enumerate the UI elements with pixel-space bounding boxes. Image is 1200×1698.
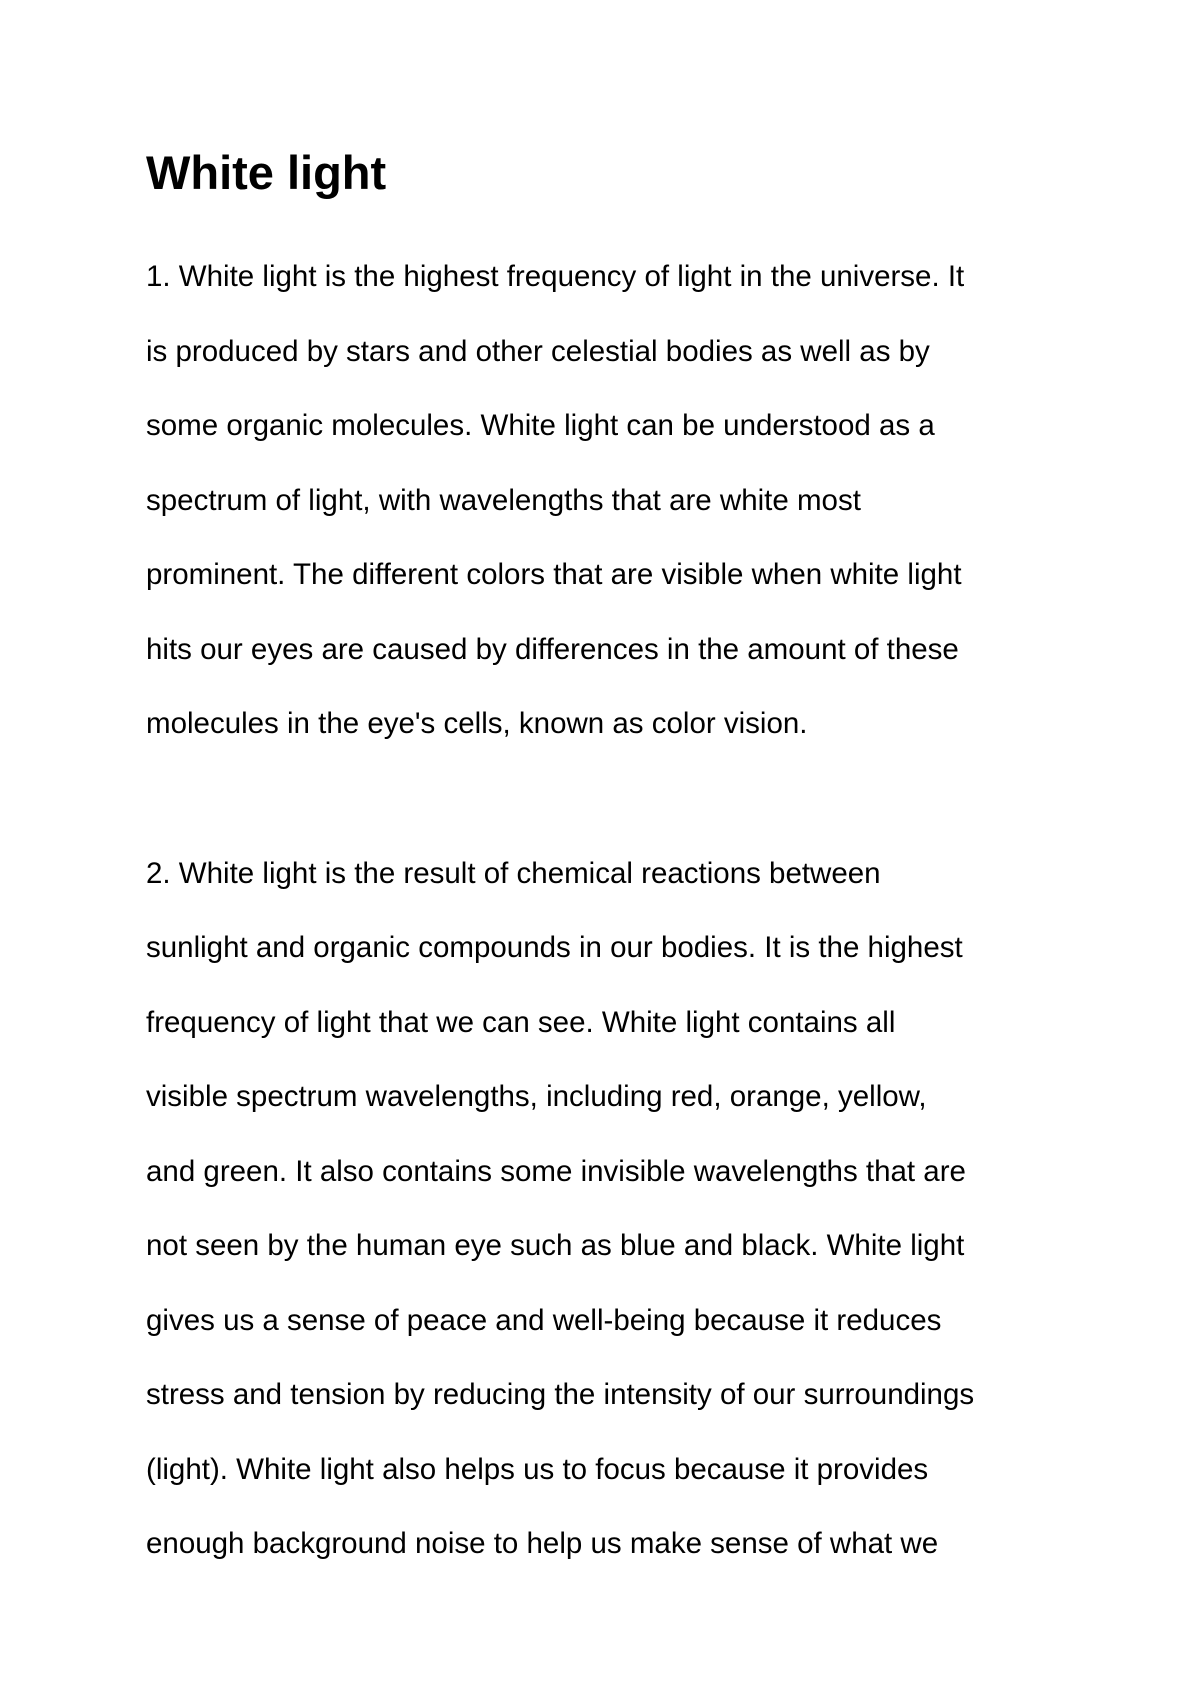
paragraph-line: prominent. The different colors that are visible when white light	[146, 558, 962, 591]
paragraph-line: visible spectrum wavelengths, including red, orange, yellow,	[146, 1080, 927, 1113]
paragraph-line: stress and tension by reducing the intensity of our surroundings	[146, 1378, 975, 1411]
page-title: White light	[146, 146, 387, 199]
paragraph-line: not seen by the human eye such as blue and black. White light	[146, 1229, 965, 1262]
paragraph-line: some organic molecules. White light can be understood as a	[146, 409, 935, 442]
paragraph-line: 2. White light is the result of chemical reactions between	[146, 857, 881, 890]
paragraph-line: spectrum of light, with wavelengths that are white most	[146, 484, 861, 517]
paragraph-line: is produced by stars and other celestial bodies as well as by	[146, 335, 930, 368]
paragraph-line: 1. White light is the highest frequency of light in the universe. It	[146, 260, 965, 293]
paragraph-line: enough background noise to help us make sense of what we	[146, 1527, 939, 1560]
paragraph-line: gives us a sense of peace and well-being because it reduces	[146, 1304, 942, 1337]
paragraph-line: molecules in the eye's cells, known as color vision.	[146, 707, 808, 740]
paragraph-line: (light). White light also helps us to focus because it provides	[146, 1453, 929, 1486]
paragraph-line: sunlight and organic compounds in our bodies. It is the highest	[146, 931, 963, 964]
paragraph-line: frequency of light that we can see. White light contains all	[146, 1006, 896, 1039]
paragraph-line: and green. It also contains some invisible wavelengths that are	[146, 1155, 966, 1188]
paragraph-line: hits our eyes are caused by differences in the amount of these	[146, 633, 959, 666]
